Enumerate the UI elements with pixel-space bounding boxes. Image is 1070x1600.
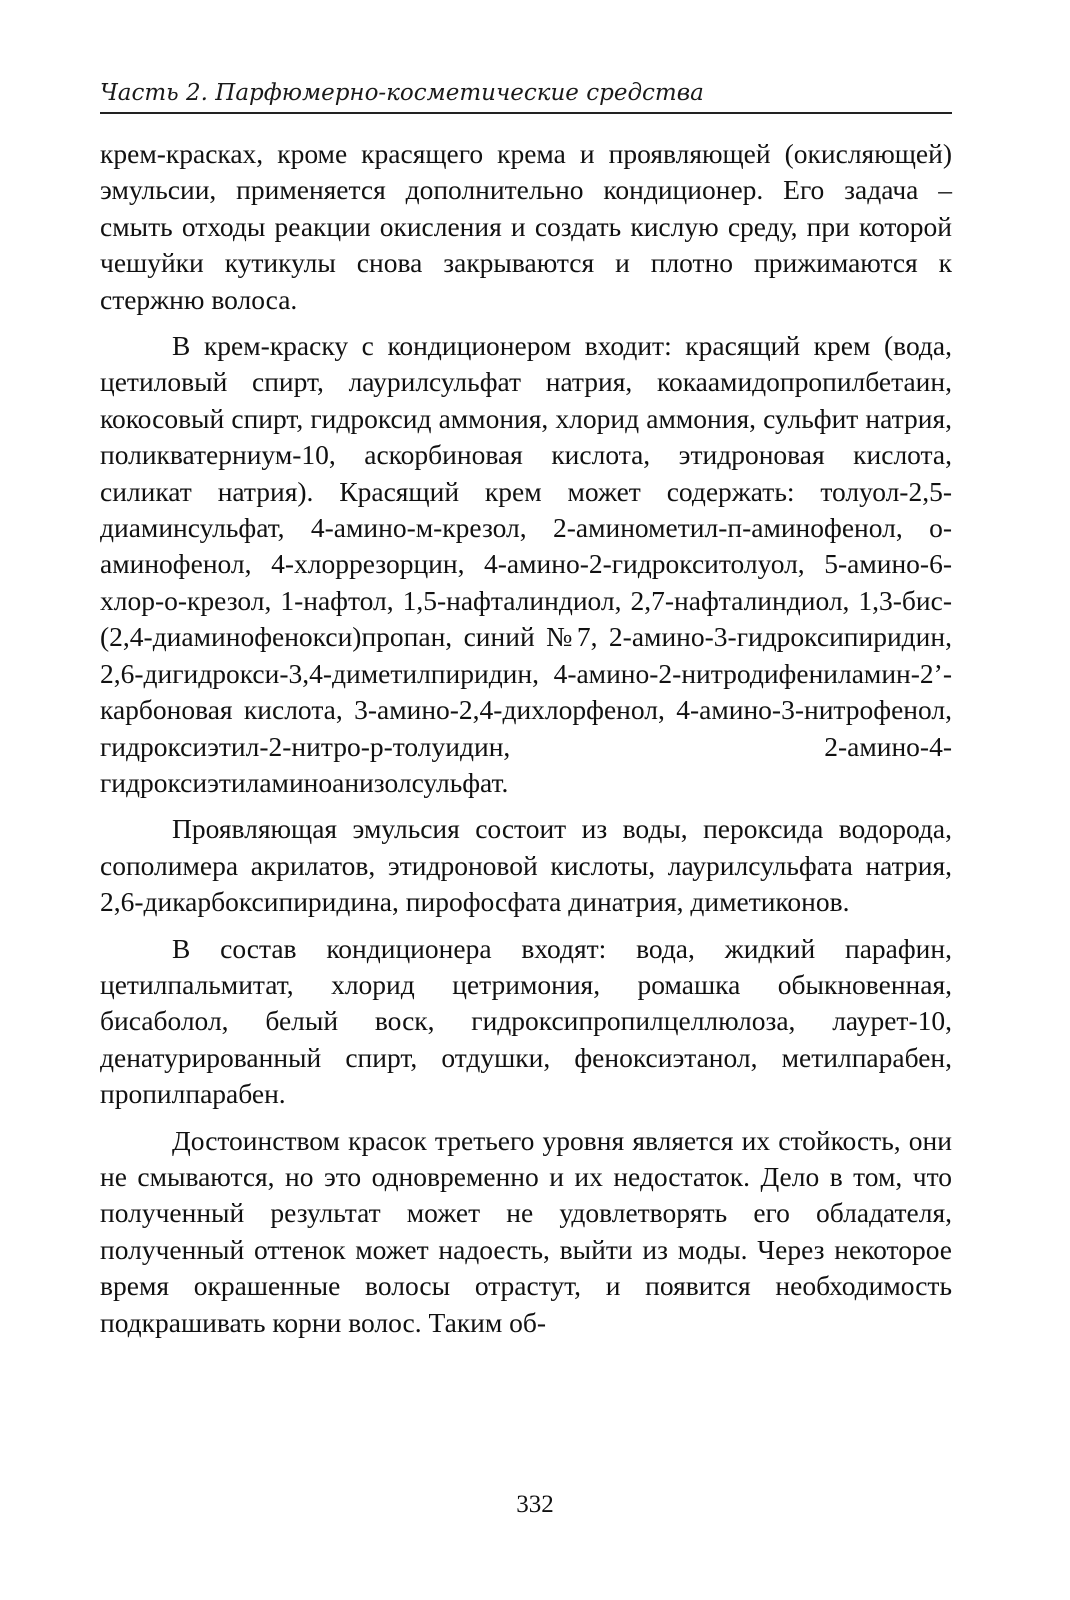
paragraph-developer-emulsion: Проявляющая эмульсия состоит из воды, пероксида водорода, сополимера акрилатов, этидроновой кислоты, лаурилсульфата натрия, 2,6-дикарбоксипиридина, пирофосфата динатрия, диметиконов. [100, 813, 952, 918]
header-rule [100, 112, 952, 114]
paragraph-conditioner-composition: В состав кондиционера входят: вода, жидкий парафин, цетилпальмитат, хлорид цетримония, ромашка обыкновенная, бисаболол, белый воск, гидроксипропилцеллюлоза, лаурет-10, денатурированный спирт, отдушки, феноксиэтанол, метилпарабен, пропилпарабен. [100, 932, 952, 1110]
page-number: 332 [516, 1491, 554, 1518]
paragraph-continuation: крем-красках, кроме красящего крема и проявляющей (окисляющей) эмульсии, применяется дополнительно кондиционер. Его задача – смыть отходы реакции окисления и создать кислую среду, при которой чешуйки кутикулы снова закрываются и плотно прижимаются к стержню волоса. [100, 138, 952, 315]
paragraph-advantages: Достоинством красок третьего уровня является их стойкость, они не смываются, но это одновременно и их недостаток. Дело в том, что полученный результат может не удовлетворять его обладателя, полученный оттенок может надоесть, выйти из моды. Через некоторое время окрашенные волосы отрастут, и появится необходимость подкрашивать корни волос. Таким об- [100, 1124, 952, 1338]
running-title: Часть 2. Парфюмерно-косметические средства [100, 80, 704, 106]
body-text [100, 136, 952, 1351]
paragraph-cream-dye-composition: В крем-краску с кондиционером входит: красящий крем (вода, цетиловый спирт, лаурилсульфат натрия, кокаамидопропилбетаин, кокосовый спирт, гидроксид аммония, хлорид аммония, сульфит натрия, поликватерниум-10, аскорбиновая кислота, этидроновая кислота, силикат натрия). Красящий крем может содержать: толуол-2,5-диаминсульфат, 4-амино-м-крезол, 2-аминометил-п-аминофенол, о-аминофенол, 4-хлоррезорцин, 4-амино-2-гидрокситолуол, 5-амино-6-хлор-о-крезол, 1-нафтол, 1,5-нафталиндиол, 2,7-нафталиндиол, 1,3-бис-(2,4-диаминофенокси)пропан, синий №7, 2-амино-3-гидроксипиридин, 2,6-дигидрокси-3,4-диметилпиридин, 4-амино-2-нитродифениламин-2’-карбоновая кислота, 3-амино-2,4-дихлорфенол, 4-амино-3-нитрофенол, гидроксиэтил-2-нитро-р-толуидин, 2-амино-4-гидроксиэтиламиноанизолсульфат. [100, 330, 952, 798]
